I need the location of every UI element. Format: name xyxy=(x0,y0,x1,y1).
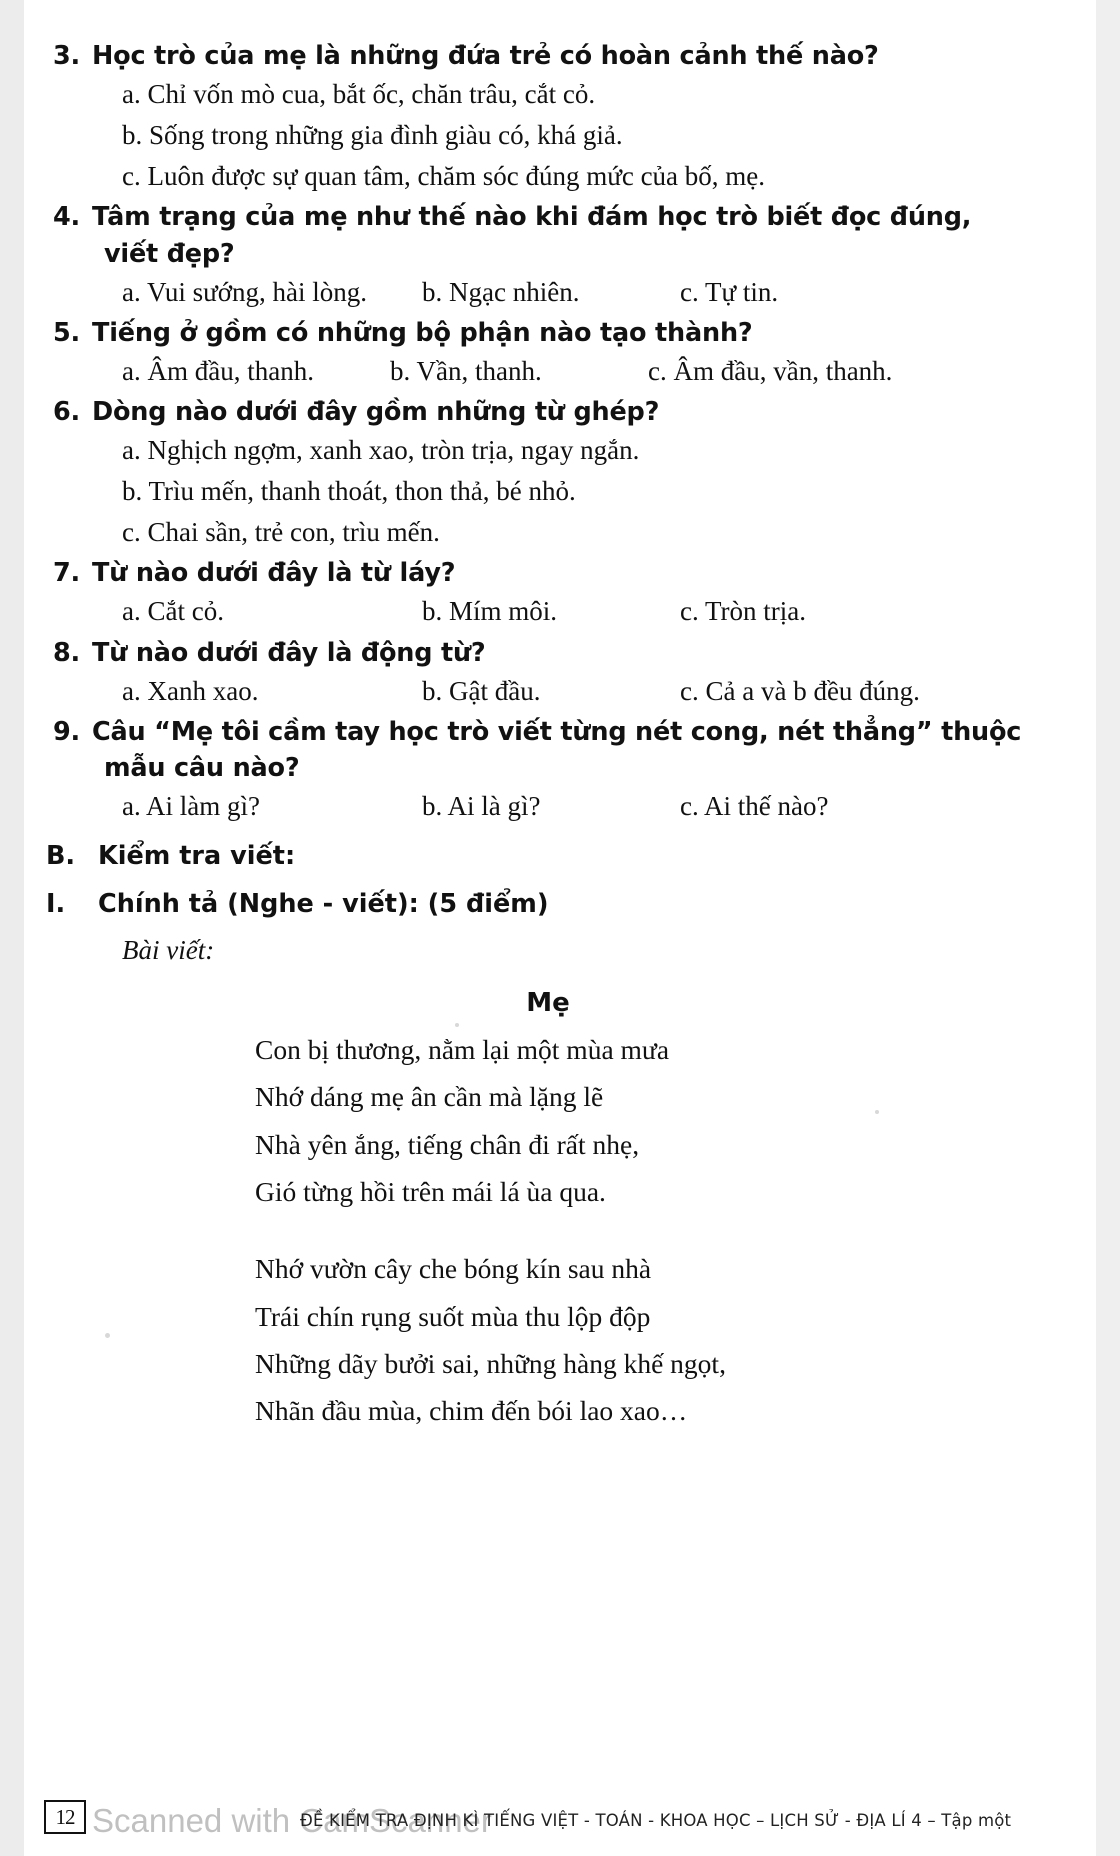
question-heading xyxy=(40,555,1080,591)
question-text: Học trò của mẹ là những đứa trẻ có hoàn cảnh thế nào? xyxy=(92,41,879,71)
poem-line: Nhớ vườn cây che bóng kín sau nhà xyxy=(255,1253,652,1285)
section-label: B. xyxy=(46,841,76,872)
question-heading xyxy=(40,635,1080,671)
poem-line: Nhãn đầu mùa, chim đến bói lao xao… xyxy=(255,1395,688,1427)
question-7 xyxy=(40,555,1080,632)
question-text-continuation: viết đẹp? xyxy=(104,238,235,269)
question-heading xyxy=(40,714,1080,750)
footer-caption: ĐỀ KIỂM TRA ĐỊNH KÌ TIẾNG VIỆT - TOÁN - KHOA HỌC – LỊCH SỬ - ĐỊA LÍ 4 – Tập một xyxy=(300,1811,1012,1830)
answer-option[interactable]: c. Ai thế nào? xyxy=(680,791,829,822)
question-9 xyxy=(40,714,1080,827)
section-heading-i xyxy=(40,885,1080,923)
question-5 xyxy=(40,315,1080,392)
poem-line: Nhà yên ắng, tiếng chân đi rất nhẹ, xyxy=(255,1128,640,1160)
question-number: 8. xyxy=(52,637,80,668)
question-number: 3. xyxy=(52,41,80,71)
answer-list xyxy=(40,430,1080,553)
poem-line: Những dãy bưởi sai, những hàng khế ngọt, xyxy=(255,1347,726,1379)
poem-line: Nhớ dáng mẹ ân cần mà lặng lẽ xyxy=(255,1081,604,1113)
question-text: Dòng nào dưới đây gồm những từ ghép? xyxy=(92,396,660,427)
question-number: 6. xyxy=(52,396,80,427)
answer-option[interactable]: b. Ngạc nhiên. xyxy=(422,276,580,307)
section-label: I. xyxy=(46,889,66,920)
answer-list xyxy=(40,74,1080,197)
question-number: 9. xyxy=(52,716,80,747)
answer-option[interactable]: c. Chai sần, trẻ con, trìu mến. xyxy=(122,517,440,548)
question-heading xyxy=(40,199,1080,235)
section-heading-b xyxy=(40,837,1080,875)
answer-list xyxy=(40,351,1080,392)
answer-option[interactable]: b. Trìu mến, thanh thoát, thon thả, bé nhỏ. xyxy=(122,476,576,507)
answer-list xyxy=(40,272,1080,313)
page-left-edge xyxy=(0,0,24,1856)
question-heading xyxy=(40,38,1080,74)
answer-option[interactable]: c. Âm đầu, vần, thanh. xyxy=(648,355,893,386)
question-number: 5. xyxy=(52,317,80,348)
question-4 xyxy=(40,199,1080,312)
answer-list xyxy=(40,591,1080,632)
section-title: Chính tả (Nghe - viết): (5 điểm) xyxy=(98,889,549,920)
answer-option[interactable]: a. Xanh xao. xyxy=(122,675,259,706)
question-6 xyxy=(40,394,1080,553)
page-right-edge xyxy=(1096,0,1120,1856)
poem-title: Mẹ xyxy=(526,988,570,1019)
question-text-continuation: mẫu câu nào? xyxy=(104,752,300,783)
question-number: 4. xyxy=(52,202,80,233)
question-8 xyxy=(40,635,1080,712)
answer-option[interactable]: b. Mím môi. xyxy=(422,596,558,627)
answer-list xyxy=(40,671,1080,712)
camscanner-watermark: Scanned with CamScanner xyxy=(92,1802,492,1839)
answer-option[interactable]: a. Chỉ vốn mò cua, bắt ốc, chăn trâu, cắt cỏ. xyxy=(122,79,596,110)
answer-option[interactable]: a. Nghịch ngợm, xanh xao, tròn trịa, ngay ngắn. xyxy=(122,435,640,466)
page-footer xyxy=(0,1786,1120,1840)
answer-option[interactable]: b. Sống trong những gia đình giàu có, khá giả. xyxy=(122,120,623,151)
answer-option[interactable]: a. Âm đầu, thanh. xyxy=(122,355,314,386)
answer-option[interactable]: c. Tự tin. xyxy=(680,276,779,307)
answer-list xyxy=(40,786,1080,827)
section-title: Kiểm tra viết: xyxy=(98,841,296,872)
question-text: Tâm trạng của mẹ như thế nào khi đám học trò biết đọc đúng, xyxy=(92,202,972,233)
question-number: 7. xyxy=(52,558,80,589)
answer-option[interactable]: a. Vui sướng, hài lòng. xyxy=(122,276,368,307)
question-text: Từ nào dưới đây là từ láy? xyxy=(92,558,456,589)
stanza-gap xyxy=(255,1215,1080,1245)
answer-option[interactable]: c. Cả a và b đều đúng. xyxy=(680,675,920,706)
page-number: 12 xyxy=(44,1800,86,1834)
answer-option[interactable]: b. Gật đầu. xyxy=(422,675,541,706)
poem-line: Con bị thương, nằm lại một mùa mưa xyxy=(255,1034,670,1066)
answer-option[interactable]: b. Ai là gì? xyxy=(422,791,541,822)
document-body xyxy=(40,38,1080,1435)
answer-option[interactable]: c. Tròn trịa. xyxy=(680,596,807,627)
question-text: Tiếng ở gồm có những bộ phận nào tạo thành? xyxy=(92,317,753,348)
question-heading xyxy=(40,315,1080,351)
question-3 xyxy=(40,38,1080,197)
subheading-bai-viet: Bài viết: xyxy=(122,934,215,965)
question-text: Từ nào dưới đây là động từ? xyxy=(92,637,486,668)
answer-option[interactable]: a. Ai làm gì? xyxy=(122,791,260,822)
poem-line: Trái chín rụng suốt mùa thu lộp độp xyxy=(255,1300,651,1332)
answer-option[interactable]: a. Cắt cỏ. xyxy=(122,596,224,627)
question-text: Câu “Mẹ tôi cầm tay học trò viết từng nét cong, nét thẳng” thuộc xyxy=(92,716,1022,747)
poem-body xyxy=(40,1026,1080,1434)
poem-line: Gió từng hồi trên mái lá ùa qua. xyxy=(255,1176,606,1208)
answer-option[interactable]: c. Luôn được sự quan tâm, chăm sóc đúng mức của bố, mẹ. xyxy=(122,161,766,192)
question-heading xyxy=(40,394,1080,430)
answer-option[interactable]: b. Vần, thanh. xyxy=(390,355,542,386)
